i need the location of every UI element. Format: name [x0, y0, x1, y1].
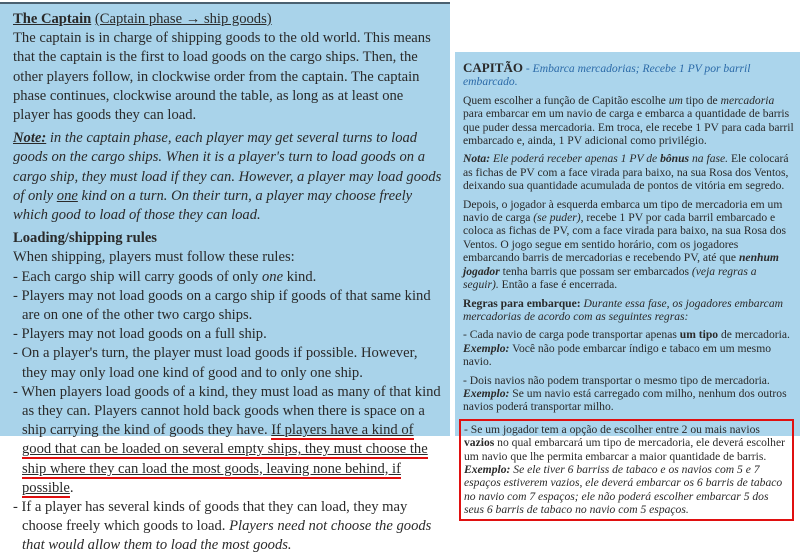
exemplo-label: Exemplo: — [463, 386, 510, 400]
rule-1 — [13, 268, 442, 287]
rule-text: - If a player has several kinds of goods that they can load, they may choose freely which goods to load. — [13, 499, 408, 535]
regras-label: Regras para embarque: — [463, 296, 581, 310]
rules-intro: When shipping, players must follow these rules: — [13, 249, 295, 266]
note-emphasis: one — [56, 187, 78, 204]
nota — [463, 152, 794, 192]
captain-heading — [13, 10, 442, 125]
emphasis: nenhum jogador — [463, 251, 779, 278]
regras-intro — [463, 297, 794, 324]
text: Durante essa fase, os jogadores embarcam mercadorias de acordo com as seguintes regras: — [463, 296, 783, 323]
text: tenha barris que possam ser embarcados — [499, 264, 692, 278]
text: Depois, o jogador à esquerda embarca um tipo de mercadoria em um navio de carga — [463, 197, 783, 225]
rule-3: - Players may not load goods on a full ship. — [13, 326, 267, 343]
text: na fase. — [689, 152, 729, 166]
rule-5 — [13, 383, 442, 498]
emphasis: bônus — [660, 152, 690, 166]
note-label: Note: — [13, 130, 47, 147]
capitao-heading — [463, 61, 794, 89]
rule-6 — [13, 498, 442, 556]
rule-emphasis: Players need not choose the goods that would allow them to load the most goods. — [22, 518, 432, 554]
exemplo-label: Exemplo: — [463, 341, 510, 355]
emphasis: mercadoria — [720, 93, 775, 107]
text: , recebe 1 PV por cada barril embarcado e coloca as fichas de PV, com a face virada para baixo, na sua Rosa dos Ventos. O jogo segue em sentido horário, com os jogadores embarcando barris de mercadorias e recebendo PV, até que — [463, 211, 787, 265]
text: Então a fase é encerrada. — [498, 278, 618, 292]
emphasis: (se puder) — [533, 211, 581, 225]
intro: The captain is in charge of shipping goods to the old world. This means that the captain is the first to load goods on the cargo ships. Then, the other players follow, in clockwise order from the captain. The captain phase continues, clockwise around the table, as long as at least one player has goods they can load. — [13, 30, 431, 124]
rule-text: - When players load goods of a kind, they must load as many of that kind as they can. Players cannot hold back goods when there is space on a ship carrying the kind of goods they have. — [13, 383, 441, 439]
subtitle: (Captain phase → ship goods) — [94, 11, 272, 27]
text: de mercadoria. — [718, 328, 790, 342]
text: Ele poderá receber apenas 1 PV de — [490, 152, 661, 166]
highlighted-regra-3 — [459, 419, 794, 521]
text: para embarcar em um navio de carga e embarca a quantidade de barris que puder dessa mercadoria. Em troca, ele recebe 1 PV para cada barril embarcado e, ainda, 1 PV adicional como privilégio. — [463, 107, 794, 148]
text: no qual embarcará um tipo de mercadoria, ele deverá escolher um navio que lhe permita embarcar a maior quantidade de barris. — [464, 436, 785, 463]
note-text-2: kind on a turn. On their turn, a player may choose freely which good to load of those they can load. — [13, 187, 413, 224]
text: Você não pode embarcar índigo e tabaco em um mesmo navio. — [463, 341, 772, 369]
text: - Se um jogador tem a opção de escolher entre 2 ou mais navios — [464, 422, 760, 436]
rule-text: kind. — [283, 268, 317, 285]
nota-label: Nota: — [463, 152, 491, 166]
paragraph-2 — [463, 198, 794, 292]
note-text: in the captain phase, each player may get several turns to load goods on the cargo ships. When it is a player's turn to load goods on a cargo ship, they must load if they can. However, a player may load goods of only — [13, 130, 442, 204]
text: - Cada navio de carga pode transportar apenas — [463, 328, 680, 342]
exemplo-label: Exemplo: — [464, 462, 511, 476]
subtitle: - Embarca mercadorias; Recebe 1 PV por barril embarcado. — [463, 62, 751, 89]
note — [13, 129, 442, 225]
rule-emphasis: one — [261, 268, 284, 285]
regra-1 — [463, 328, 794, 368]
rule-text: . — [69, 479, 74, 496]
text: Se ele tiver 6 barriss de tabaco e os navios com 5 e 7 espaços estiverem vazios, ele deverá embarcar os 6 barris de tabaco no navio com 7 espaços; ele não poderá escolher embarcar 5 dos seus 6 barris de tabaco no navio com 5 espaços. — [464, 462, 783, 517]
paragraph-1 — [463, 94, 794, 148]
regra-2 — [463, 374, 794, 414]
emphasis: (veja regras a seguir). — [463, 264, 757, 292]
rule-2: - Players may not load goods on a cargo ship if goods of that same kind are on one of the other two cargo ships. — [13, 287, 431, 324]
emphasis: um — [668, 93, 683, 107]
text: Quem escolher a função de Capitão escolhe — [463, 93, 669, 107]
title: CAPITÃO — [463, 60, 523, 75]
emphasis: vazios — [464, 436, 495, 450]
rules-heading: Loading/shipping rules — [13, 230, 157, 247]
text: - Dois navios não podem transportar o mesmo tipo de mercadoria. — [463, 373, 770, 387]
rule-4: - On a player's turn, the player must load goods if possible. However, they may only load one kind of good and to only one ship. — [13, 345, 418, 381]
english-rules-panel — [0, 2, 450, 554]
highlighted-rule: If players have a kind of good that can be loaded on several empty ships, they must choose the ship where they can load the most goods, leaving none behind, if possible — [22, 422, 428, 496]
title: The Captain — [13, 11, 92, 27]
emphasis: um tipo — [679, 328, 719, 342]
rules-section — [13, 229, 442, 555]
rule-text: - Each cargo ship will carry goods of only — [13, 268, 262, 285]
text: Se um navio está carregado com milho, nenhum dos outros navios poderá transportar milho. — [463, 386, 787, 414]
text: tipo de — [682, 93, 721, 107]
text: Ele colocará as fichas de PV com a face virada para baixo, na sua Rosa dos Ventos, deixando sua quantidade acumulada de pontos de vitória em segredo. — [463, 152, 789, 193]
portuguese-rules-panel — [455, 52, 800, 517]
